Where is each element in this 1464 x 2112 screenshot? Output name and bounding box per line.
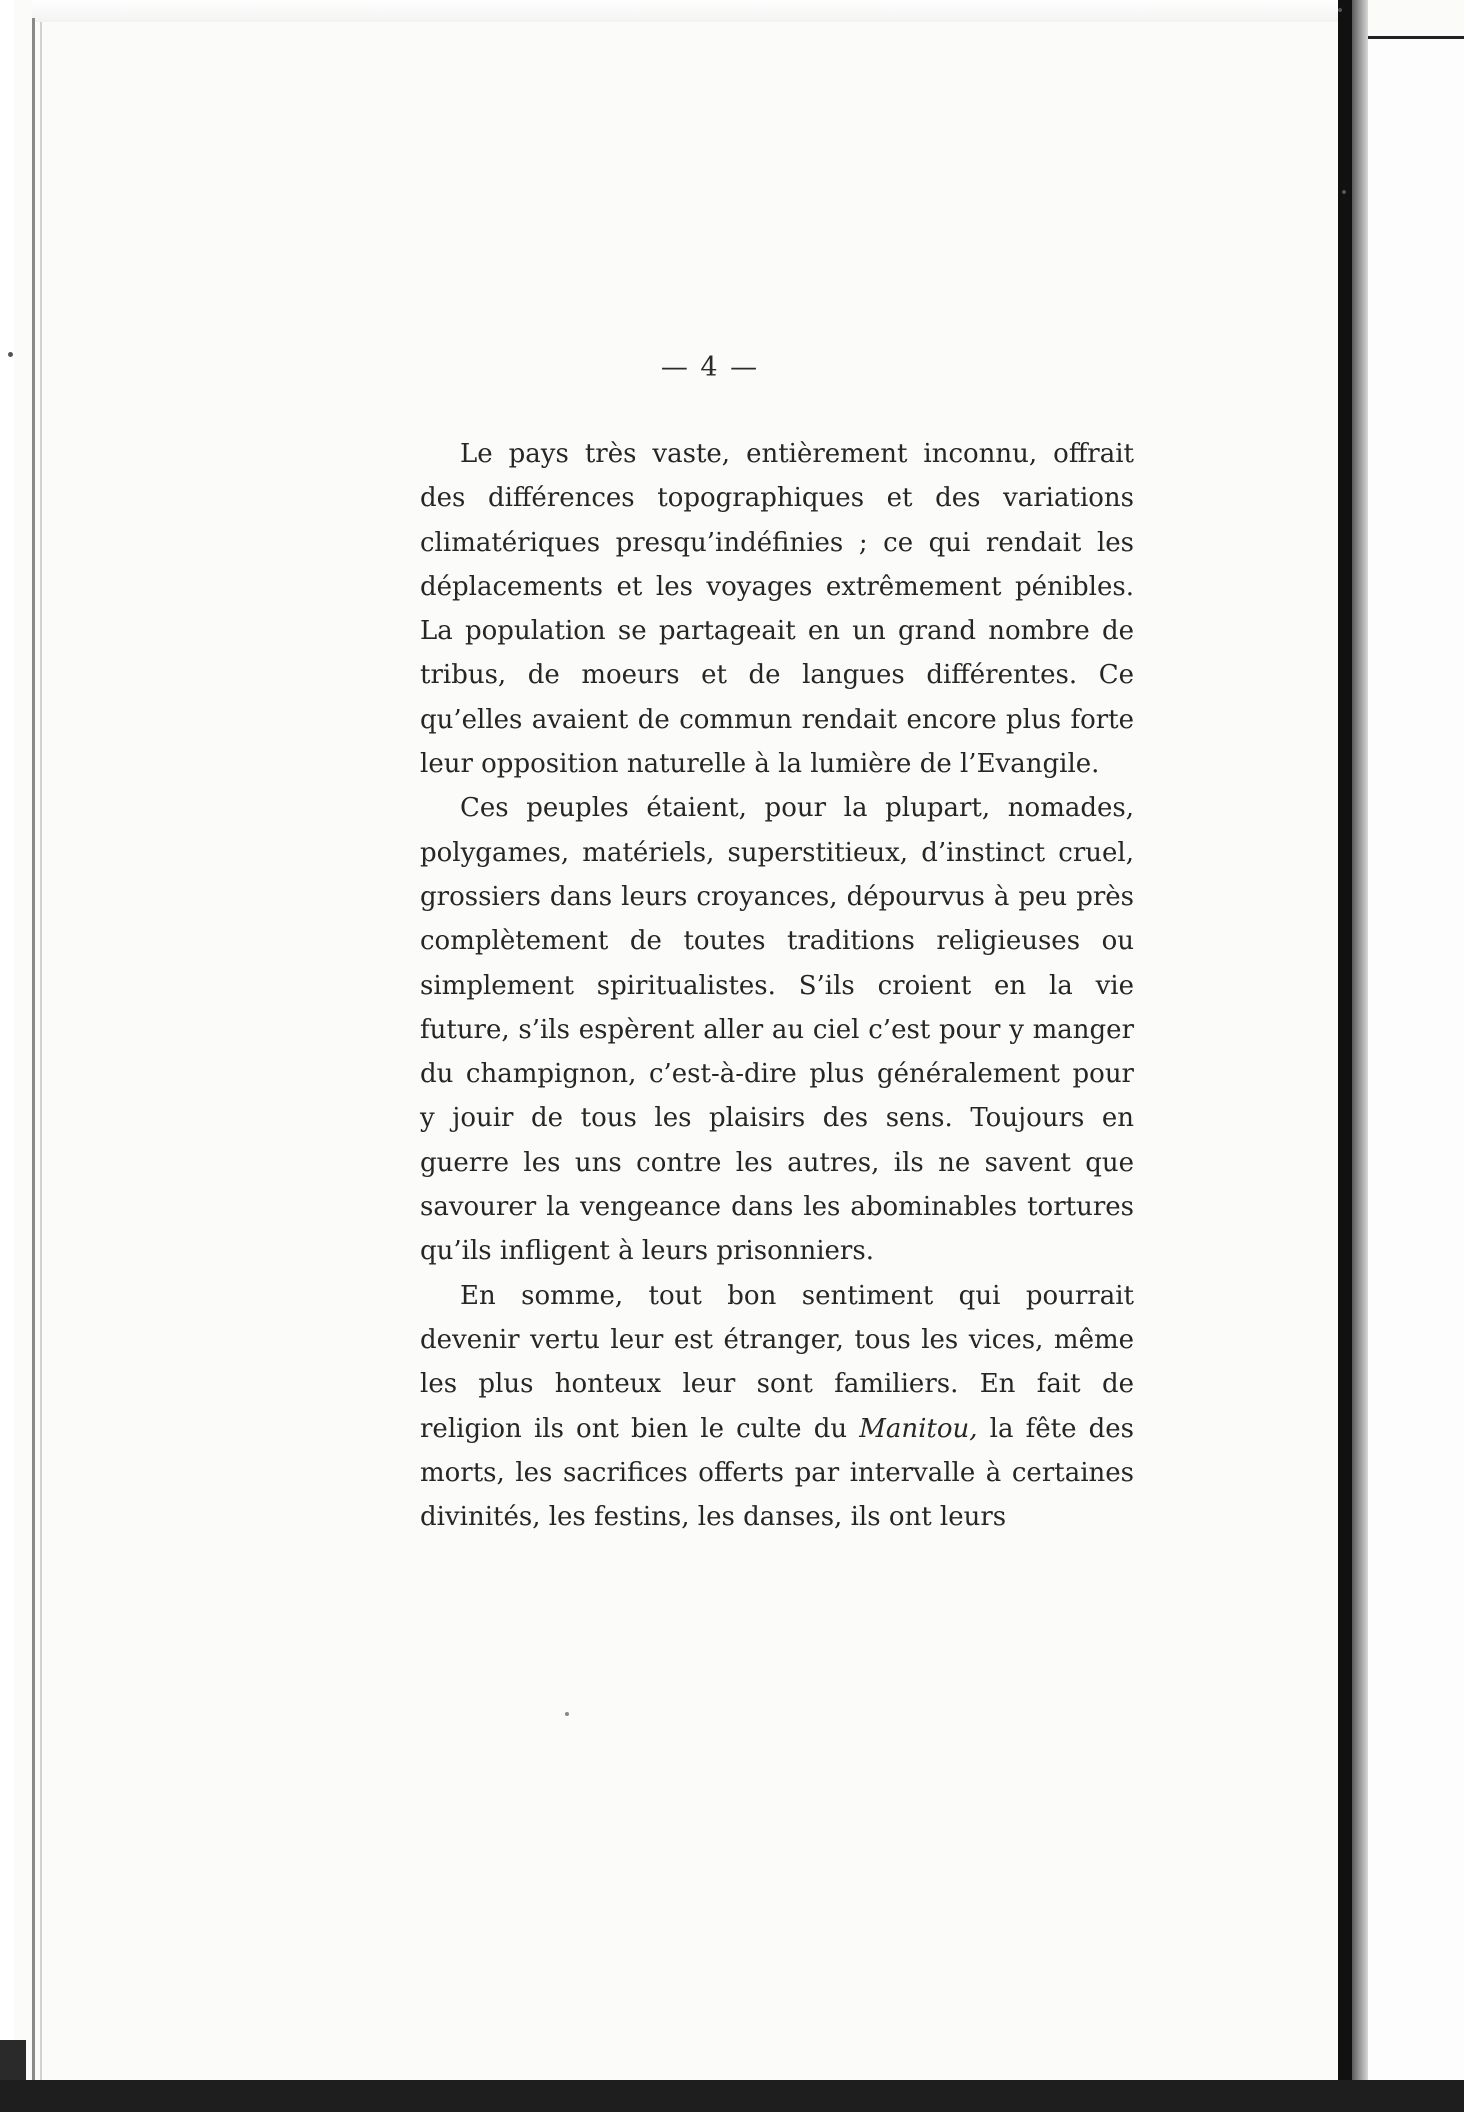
scan-bottom-edge (0, 2080, 1464, 2112)
paragraph: Le pays très vaste, entièrement inconnu, offrait des différences topographiques et des variations climatériques presqu’indéfinies ; ce qui rendait les déplacements et les voyages extrêmement pénibles. La population se partageait en un grand nombre de tribus, de moeurs et de langues différentes. Ce qu’elles avaient de commun rendait encore plus forte leur opposition naturelle à la lumière de l’Evangile. (420, 439, 1134, 780)
scan-speck (8, 352, 13, 357)
scan-left-margin (0, 0, 14, 2112)
italic-term: Manitou, (859, 1413, 978, 1444)
page-number: — 4 — (660, 352, 760, 383)
paragraph (420, 1274, 1134, 1540)
paragraph-text: la fête des morts, les sacrifices offerts par intervalle à certaines divinités, les festins, les danses, ils ont leurs (420, 1413, 1134, 1533)
paragraph-text: En somme, tout bon sentiment qui pourrait devenir vertu leur est étranger, tous les vices, même les plus honteux leur sont familiers. En fait de religion ils ont bien le culte du (420, 1280, 1134, 1444)
scan-speck (1338, 8, 1342, 12)
page-left-edge-shadow (40, 22, 42, 2088)
scan-speck (565, 1712, 569, 1716)
binding-gutter-shadow (1352, 0, 1368, 2112)
scan-top-edge (32, 0, 1362, 22)
scan-speck (1342, 190, 1346, 194)
adjacent-page-edge (1368, 36, 1464, 2083)
body-text (420, 432, 1134, 1539)
paragraph: Ces peuples étaient, pour la plupart, nomades, polygames, matériels, superstitieux, d’instinct cruel, grossiers dans leurs croyances, dépourvus à peu près complètement de toutes traditions religieuses ou simplement spiritualistes. S’ils croient en la vie future, s’ils espèrent aller au ciel c’est pour y manger du champignon, c’est-à-dire plus généralement pour y jouir de tous les plaisirs des sens. Toujours en guerre les uns contre les autres, ils ne savent que savourer la vengeance dans les abominables tortures qu’ils infligent à leurs prisonniers. (420, 793, 1134, 1267)
page-left-edge-line (32, 18, 35, 2088)
binding-gutter (1338, 0, 1352, 2112)
